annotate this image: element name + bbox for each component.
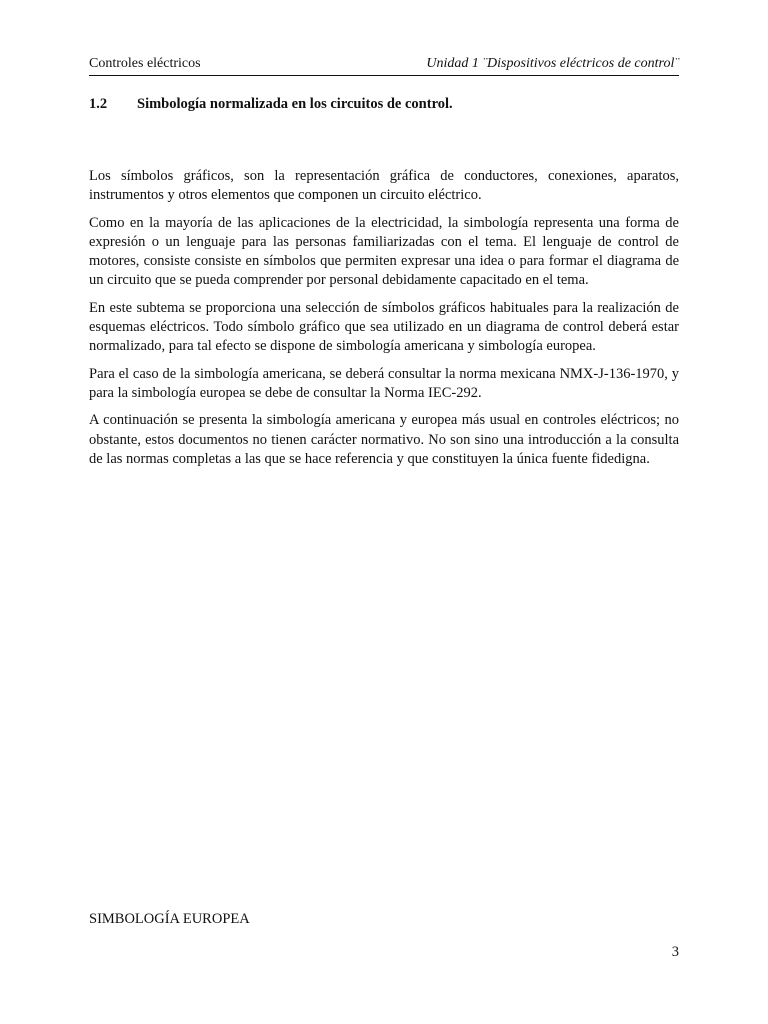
header-unit-title: Unidad 1 ¨Dispositivos eléctricos de control¨ bbox=[426, 56, 679, 71]
page-header bbox=[89, 53, 679, 76]
body-text bbox=[89, 167, 679, 477]
section-number: 1.2 bbox=[89, 96, 108, 112]
paragraph-2: Como en la mayoría de las aplicaciones de la electricidad, la simbología representa una forma de expresión o un lenguaje para las personas familiarizadas con el tema. El lenguaje de control de motores, consiste consiste en símbolos que permiten expresar una idea o para formar el diagrama de un circuito que se pueda comprender por personal debidamente capacitado en el tema. bbox=[89, 214, 679, 289]
section-title: Simbología normalizada en los circuitos de control. bbox=[137, 96, 453, 112]
paragraph-4: Para el caso de la simbología americana, se deberá consultar la norma mexicana NMX-J-136-1970, y para la simbología europea se debe de consultar la Norma IEC-292. bbox=[89, 365, 679, 401]
page-number: 3 bbox=[671, 944, 679, 960]
next-section-label: SIMBOLOGÍA EUROPEA bbox=[89, 911, 250, 927]
paragraph-3: En este subtema se proporciona una selección de símbolos gráficos habituales para la realización de esquemas eléctricos. Todo símbolo gráfico que sea utilizado en un diagrama de control deberá estar normalizado, para tal efecto se dispone de simbología americana y simbología europea. bbox=[89, 299, 679, 355]
header-course-title: Controles eléctricos bbox=[89, 56, 201, 71]
section-heading bbox=[89, 94, 453, 114]
paragraph-5: A continuación se presenta la simbología americana y europea más usual en controles eléctricos; no obstante, estos documentos no tienen carácter normativo. No son sino una introducción a la consulta de las normas completas a las que se hace referencia y que constituyen la única fuente fidedigna. bbox=[89, 412, 679, 467]
paragraph-1: Los símbolos gráficos, son la representación gráfica de conductores, conexiones, aparatos, instrumentos y otros elementos que componen un circuito eléctrico. bbox=[89, 168, 679, 204]
